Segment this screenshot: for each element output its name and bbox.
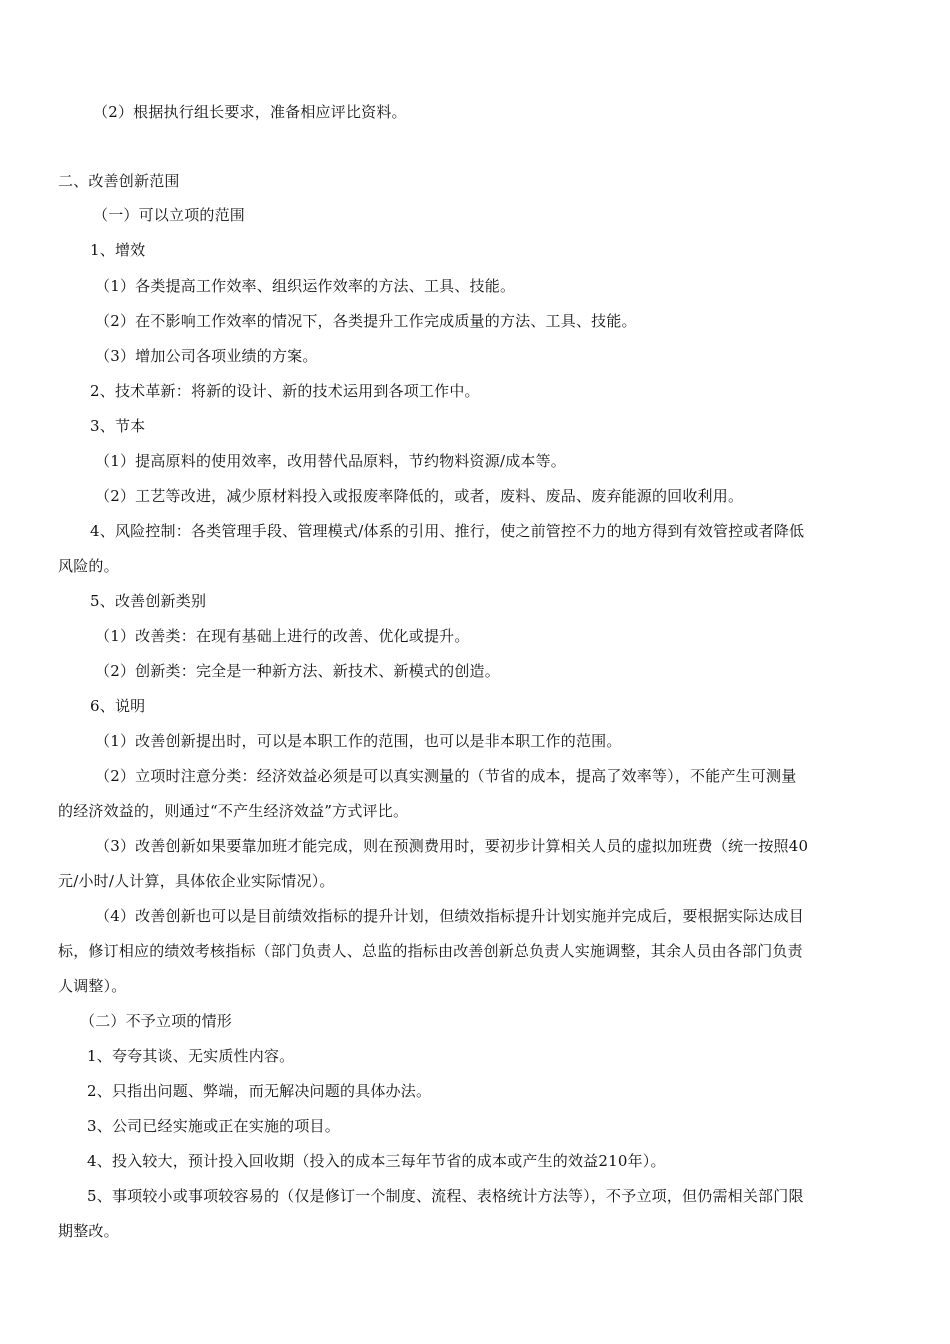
item-heading: 5、改善创新类别 <box>90 592 207 610</box>
section-heading: 二、改善创新范围 <box>58 172 180 190</box>
paragraph-continuation: 期整改。 <box>58 1222 119 1240</box>
item-line: 3、公司已经实施或正在实施的项目。 <box>87 1117 340 1135</box>
paragraph-line: （2）立项时注意分类：经济效益必须是可以真实测量的（节省的成本，提高了效率等），不能产生可测量 <box>95 767 797 785</box>
subsection-heading: （二）不予立项的情形 <box>80 1012 233 1030</box>
paragraph-line: （2）在不影响工作效率的情况下，各类提升工作完成质量的方法、工具、技能。 <box>95 312 637 330</box>
paragraph-line: （2）创新类：完全是一种新方法、新技术、新模式的创造。 <box>95 662 500 680</box>
item-heading: 6、说明 <box>90 697 146 715</box>
paragraph-line: （1）提高原料的使用效率，改用替代品原料，节约物料资源/成本等。 <box>95 452 567 470</box>
paragraph-continuation: 风险的。 <box>58 557 119 575</box>
paragraph-line: （1）改善类：在现有基础上进行的改善、优化或提升。 <box>95 627 470 645</box>
item-heading: 3、节本 <box>90 417 146 435</box>
paragraph-line: （1）改善创新提出时，可以是本职工作的范围，也可以是非本职工作的范围。 <box>95 732 622 750</box>
paragraph-continuation: 标，修订相应的绩效考核指标（部门负责人、总监的指标由改善创新总负责人实施调整，其余人员由各部门负责 <box>58 942 803 960</box>
paragraph-line: （3）改善创新如果要靠加班才能完成，则在预测费用时，要初步计算相关人员的虚拟加班费（统一按照40 <box>95 837 809 855</box>
paragraph-line: （2）工艺等改进，减少原材料投入或报废率降低的，或者，废料、废品、废弃能源的回收利用。 <box>95 487 744 505</box>
paragraph-continuation: 人调整）。 <box>58 977 127 995</box>
paragraph-line: （1）各类提高工作效率、组织运作效率的方法、工具、技能。 <box>95 277 516 295</box>
item-line: 5、事项较小或事项较容易的（仅是修订一个制度、流程、表格统计方法等），不予立项，但仍需相关部门限 <box>87 1187 804 1205</box>
item-heading: 4、风险控制：各类管理手段、管理模式/体系的引用、推行，使之前管控不力的地方得到有效管控或者降低 <box>90 522 805 540</box>
item-line: 4、投入较大，预计投入回收期（投入的成本三每年节省的成本或产生的效益210年）。 <box>87 1152 666 1170</box>
subsection-heading: （一）可以立项的范围 <box>93 206 246 224</box>
item-line: 2、只指出问题、弊端，而无解决问题的具体办法。 <box>87 1082 432 1100</box>
item-heading: 1、增效 <box>90 241 146 259</box>
paragraph-line: （2）根据执行组长要求，准备相应评比资料。 <box>93 103 407 121</box>
item-line: 1、夸夸其谈、无实质性内容。 <box>87 1047 295 1065</box>
item-heading: 2、技术革新：将新的设计、新的技术运用到各项工作中。 <box>90 382 480 400</box>
paragraph-line: （4）改善创新也可以是目前绩效指标的提升计划，但绩效指标提升计划实施并完成后，要根据实际达成目 <box>95 907 804 925</box>
paragraph-continuation: 的经济效益的，则通过“不产生经济效益”方式评比。 <box>58 802 409 820</box>
paragraph-continuation: 元/小时/人计算，具体依企业实际情况）。 <box>58 872 335 890</box>
paragraph-line: （3）增加公司各项业绩的方案。 <box>95 347 318 365</box>
